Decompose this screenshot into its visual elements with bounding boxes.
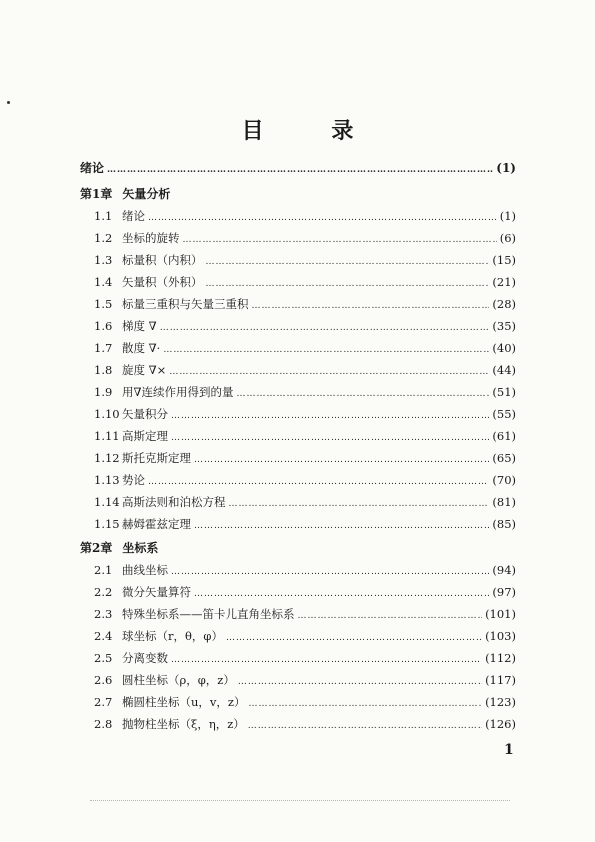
- toc-entry[interactable]: [94, 606, 516, 624]
- section-title: 赫姆霍兹定理: [122, 517, 191, 531]
- section-number: 1.15: [94, 517, 120, 531]
- toc-entry[interactable]: [94, 628, 516, 646]
- section-number: 2.7: [94, 695, 113, 709]
- section-title: 球坐标（r，θ，φ）: [122, 629, 223, 643]
- dot-leader: [163, 342, 489, 358]
- scan-artifact-line: [90, 800, 510, 801]
- entry-page: (1): [496, 161, 516, 175]
- dot-leader: [206, 276, 490, 292]
- section-number: 2.1: [94, 563, 113, 577]
- section-page: (35): [492, 319, 516, 333]
- section-title: 特殊坐标系——笛卡儿直角坐标系: [122, 607, 295, 621]
- section-page: (97): [492, 585, 516, 599]
- section-title: 高斯定理: [122, 429, 168, 443]
- section-title: 散度 ∇·: [122, 341, 161, 355]
- section-title: 势论: [122, 473, 145, 487]
- section-page: (65): [492, 451, 516, 465]
- section-number: 2.6: [94, 673, 113, 687]
- chapter-label: 第1章: [80, 187, 113, 201]
- toc-entry[interactable]: [94, 230, 516, 248]
- section-page: (70): [492, 473, 516, 487]
- section-page: (94): [492, 563, 516, 577]
- section-number: 1.1: [94, 209, 113, 223]
- section-page: (15): [492, 253, 516, 267]
- section-page: (123): [485, 695, 516, 709]
- section-title: 梯度 ∇: [122, 319, 157, 333]
- section-title: 斯托克斯定理: [122, 451, 191, 465]
- section-page: (85): [492, 517, 516, 531]
- toc-entry[interactable]: [94, 472, 516, 490]
- toc-entry[interactable]: [94, 340, 516, 358]
- section-number: 1.10: [94, 407, 120, 421]
- section-number: 1.9: [94, 385, 113, 399]
- section-title: 曲线坐标: [122, 563, 168, 577]
- dot-leader: [226, 630, 482, 646]
- dot-leader: [248, 718, 482, 734]
- section-number: 1.7: [94, 341, 113, 355]
- chapter-title: 坐标系: [122, 541, 159, 555]
- toc-entry[interactable]: [94, 296, 516, 314]
- section-page: (81): [492, 495, 516, 509]
- dot-leader: [171, 408, 489, 424]
- toc-entry[interactable]: [94, 716, 516, 734]
- dot-leader: [148, 210, 497, 226]
- page-title: 目 录: [241, 118, 384, 144]
- toc-entry[interactable]: [94, 562, 516, 580]
- section-page: (40): [492, 341, 516, 355]
- section-title: 旋度 ∇×: [122, 363, 167, 377]
- section-number: 1.14: [94, 495, 120, 509]
- toc-entry[interactable]: [94, 252, 516, 270]
- dot-leader: [171, 652, 482, 668]
- section-title: 坐标的旋转: [122, 231, 180, 245]
- section-number: 1.6: [94, 319, 113, 333]
- toc-entry[interactable]: [94, 384, 516, 402]
- section-title: 矢量积（外积）: [122, 275, 203, 289]
- section-page: (1): [499, 209, 516, 223]
- chapter-heading[interactable]: [80, 540, 516, 556]
- page-number: 1: [504, 742, 514, 758]
- section-number: 1.11: [94, 429, 120, 443]
- section-page: (112): [485, 651, 516, 665]
- toc-entry[interactable]: [94, 694, 516, 712]
- dot-leader: [169, 364, 489, 380]
- toc-entry[interactable]: [94, 362, 516, 380]
- section-title: 抛物柱坐标（ξ，η，z）: [122, 717, 245, 731]
- dot-leader: [206, 254, 490, 270]
- section-number: 2.8: [94, 717, 113, 731]
- dot-leader: [171, 564, 489, 580]
- dot-leader: [237, 386, 490, 402]
- section-page: (44): [492, 363, 516, 377]
- section-number: 1.13: [94, 473, 120, 487]
- section-title: 分离变数: [122, 651, 168, 665]
- section-number: 1.3: [94, 253, 113, 267]
- dot-leader: [194, 518, 489, 534]
- dot-leader: [194, 452, 489, 468]
- section-title: 圆柱坐标（ρ，φ，z）: [122, 673, 235, 687]
- section-title: 高斯法则和泊松方程: [122, 495, 226, 509]
- dot-leader: [160, 320, 490, 336]
- scan-speck: [7, 101, 10, 104]
- toc-entry[interactable]: [94, 428, 516, 446]
- dot-leader: [229, 496, 490, 512]
- chapter-heading[interactable]: [80, 186, 516, 202]
- section-title: 标量三重积与矢量三重积: [122, 297, 249, 311]
- section-number: 1.12: [94, 451, 120, 465]
- dot-leader: [252, 298, 490, 314]
- toc-entry[interactable]: [94, 406, 516, 424]
- toc-entry[interactable]: [94, 650, 516, 668]
- section-number: 2.3: [94, 607, 113, 621]
- section-page: (28): [492, 297, 516, 311]
- section-title: 绪论: [122, 209, 145, 223]
- chapter-label: 第2章: [80, 541, 113, 555]
- section-title: 用∇连续作用得到的量: [122, 385, 234, 399]
- section-number: 1.5: [94, 297, 113, 311]
- dot-leader: [107, 162, 493, 178]
- section-page: (21): [492, 275, 516, 289]
- section-page: (126): [485, 717, 516, 731]
- dot-leader: [194, 586, 489, 602]
- toc-entry[interactable]: [94, 516, 516, 534]
- section-page: (6): [499, 231, 516, 245]
- section-page: (61): [492, 429, 516, 443]
- section-page: (55): [492, 407, 516, 421]
- section-number: 2.2: [94, 585, 113, 599]
- section-number: 1.8: [94, 363, 113, 377]
- section-number: 1.2: [94, 231, 113, 245]
- dot-leader: [298, 608, 483, 624]
- toc-entry[interactable]: [94, 450, 516, 468]
- toc-intro-entry[interactable]: [80, 160, 516, 178]
- toc-entry[interactable]: [94, 274, 516, 292]
- dot-leader: [183, 232, 497, 248]
- toc-entry[interactable]: [94, 672, 516, 690]
- section-page: (51): [492, 385, 516, 399]
- toc-entry[interactable]: [94, 208, 516, 226]
- dot-leader: [171, 430, 489, 446]
- dot-leader: [238, 674, 482, 690]
- dot-leader: [248, 696, 482, 712]
- section-page: (101): [485, 607, 516, 621]
- dot-leader: [148, 474, 489, 490]
- toc-entry[interactable]: [94, 494, 516, 512]
- section-page: (117): [485, 673, 516, 687]
- toc-entry[interactable]: [94, 318, 516, 336]
- section-title: 标量积（内积）: [122, 253, 203, 267]
- section-number: 2.5: [94, 651, 113, 665]
- section-title: 微分矢量算符: [122, 585, 191, 599]
- section-title: 椭圆柱坐标（u，v，z）: [122, 695, 246, 709]
- section-number: 2.4: [94, 629, 113, 643]
- entry-title: 绪论: [80, 161, 105, 175]
- toc-entry[interactable]: [94, 584, 516, 602]
- section-title: 矢量积分: [122, 407, 168, 421]
- chapter-title: 矢量分析: [122, 187, 171, 201]
- section-number: 1.4: [94, 275, 113, 289]
- section-page: (103): [485, 629, 516, 643]
